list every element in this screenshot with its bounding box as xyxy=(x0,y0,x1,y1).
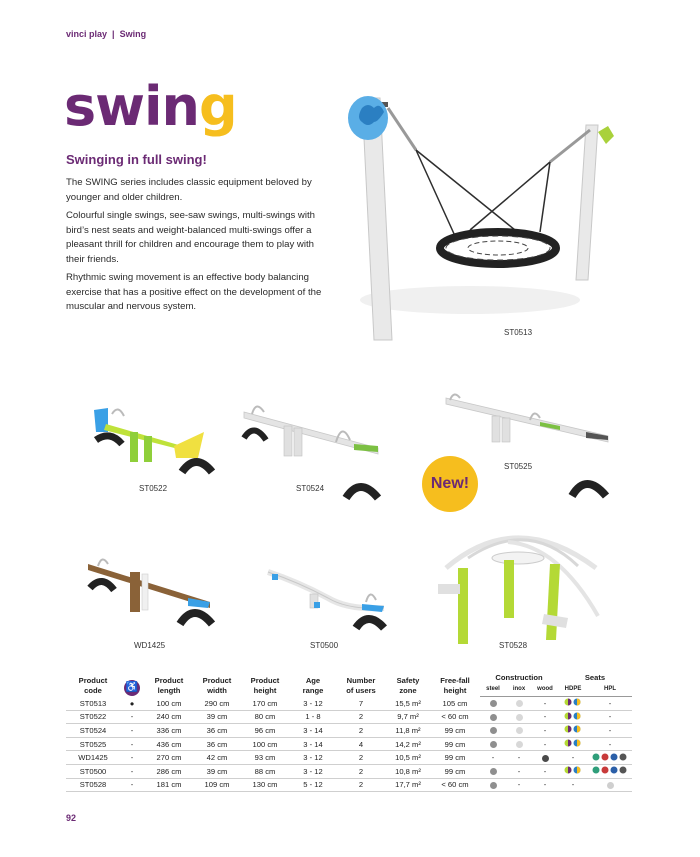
cell-steel xyxy=(480,724,506,738)
header-accessibility xyxy=(120,673,144,697)
cell-inox: - xyxy=(506,764,532,778)
cell-inox xyxy=(506,724,532,738)
cell-steel xyxy=(480,697,506,711)
hdpe-color-dots-icon xyxy=(564,712,582,720)
cell-access: - xyxy=(120,710,144,724)
cell-wood: - xyxy=(532,764,558,778)
cell-freefall: 99 cm xyxy=(430,764,480,778)
cell-users: 2 xyxy=(336,751,386,765)
cell-height: 170 cm xyxy=(240,697,290,711)
wd1425-label: WD1425 xyxy=(134,641,166,650)
cell-code: WD1425 xyxy=(66,751,120,765)
cell-access: - xyxy=(120,764,144,778)
cell-access: ● xyxy=(120,697,144,711)
steel-dot-icon xyxy=(490,727,497,734)
cell-safety: 9,7 m² xyxy=(386,710,430,724)
cell-inox xyxy=(506,710,532,724)
st0522-product-image xyxy=(86,402,216,482)
cell-height: 88 cm xyxy=(240,764,290,778)
cell-wood: - xyxy=(532,778,558,792)
cell-hdpe: - xyxy=(558,751,588,765)
header-safety-zone: Safety zone xyxy=(396,675,420,695)
cell-users: 7 xyxy=(336,697,386,711)
cell-hdpe xyxy=(558,710,588,724)
cell-hpl: - xyxy=(588,710,632,724)
cell-safety: 15,5 m² xyxy=(386,697,430,711)
inox-dot-icon xyxy=(516,727,523,734)
title-accent: g xyxy=(198,75,237,138)
cell-hpl: - xyxy=(588,724,632,738)
cell-safety: 10,8 m² xyxy=(386,764,430,778)
inox-dot-icon xyxy=(516,700,523,707)
wood-dot-icon xyxy=(542,755,549,762)
cell-steel xyxy=(480,778,506,792)
st0528-label: ST0528 xyxy=(499,641,528,650)
cell-wood xyxy=(532,751,558,765)
cell-height: 93 cm xyxy=(240,751,290,765)
cell-age: 3 - 12 xyxy=(290,751,336,765)
st0528-product-image xyxy=(438,528,618,646)
cell-width: 36 cm xyxy=(194,724,240,738)
cell-wood: - xyxy=(532,724,558,738)
cell-height: 100 cm xyxy=(240,737,290,751)
st0513-product-image xyxy=(340,80,620,345)
cell-safety: 11,8 m² xyxy=(386,724,430,738)
cell-safety: 17,7 m² xyxy=(386,778,430,792)
cell-freefall: < 60 cm xyxy=(430,710,480,724)
cell-freefall: 105 cm xyxy=(430,697,480,711)
intro-paragraph: The SWING series includes classic equipment beloved by younger and older children. xyxy=(66,177,312,203)
cell-users: 2 xyxy=(336,724,386,738)
new-badge: New! xyxy=(422,456,478,512)
hpl-color-dots-icon xyxy=(592,753,628,761)
page-title xyxy=(64,75,237,138)
table-row xyxy=(66,710,632,724)
cell-freefall: < 60 cm xyxy=(430,778,480,792)
header-freefall-height: Free-fall height xyxy=(440,675,470,695)
subheader-wood: wood xyxy=(532,684,558,697)
cell-hpl xyxy=(588,751,632,765)
cell-hdpe xyxy=(558,697,588,711)
header-width: Product width xyxy=(202,675,232,695)
header-product-code: Product code xyxy=(78,675,108,695)
hdpe-color-dots-icon xyxy=(564,766,582,774)
cell-inox xyxy=(506,737,532,751)
header-seats: Seats xyxy=(584,673,606,682)
header-age-range: Age range xyxy=(302,675,324,695)
cell-users: 2 xyxy=(336,710,386,724)
inox-dot-icon xyxy=(516,741,523,748)
cell-code: ST0524 xyxy=(66,724,120,738)
steel-dot-icon xyxy=(490,741,497,748)
st0500-product-image xyxy=(258,558,393,633)
cell-access: - xyxy=(120,724,144,738)
brand-name: vinci play xyxy=(66,29,108,39)
header-separator: | xyxy=(112,29,115,39)
cell-hpl: - xyxy=(588,737,632,751)
cell-length: 270 cm xyxy=(144,751,194,765)
cell-code: ST0513 xyxy=(66,697,120,711)
wd1425-product-image xyxy=(84,548,219,633)
cell-users: 4 xyxy=(336,737,386,751)
cell-age: 3 - 12 xyxy=(290,697,336,711)
cell-users: 2 xyxy=(336,778,386,792)
hpl-color-dots-icon xyxy=(592,766,628,774)
table-row xyxy=(66,764,632,778)
table-row xyxy=(66,751,632,765)
cell-age: 5 - 12 xyxy=(290,778,336,792)
cell-length: 100 cm xyxy=(144,697,194,711)
st0500-label: ST0500 xyxy=(310,641,339,650)
cell-inox: - xyxy=(506,778,532,792)
cell-hpl: - xyxy=(588,697,632,711)
cell-wood: - xyxy=(532,737,558,751)
cell-safety: 14,2 m² xyxy=(386,737,430,751)
cell-steel xyxy=(480,764,506,778)
header-length: Product length xyxy=(154,675,184,695)
header-height: Product height xyxy=(250,675,280,695)
specs-table xyxy=(66,673,632,792)
st0513-label: ST0513 xyxy=(504,328,533,337)
intro-text xyxy=(66,176,326,319)
inox-dot-icon xyxy=(516,714,523,721)
intro-paragraph: Rhythmic swing movement is an effective body balancing exercise that has a positive effect on the development of the muscular and nervous system. xyxy=(66,272,322,312)
cell-safety: 10,5 m² xyxy=(386,751,430,765)
section-subtitle: Swinging in full swing! xyxy=(66,152,207,167)
intro-paragraph: Colourful single swings, see-saw swings, multi-swings with bird’s nest seats and weight-balanced multi-swings offer a pleasant thrill for children and encourage them to play with their friends. xyxy=(66,210,315,265)
cell-age: 3 - 14 xyxy=(290,737,336,751)
cell-length: 181 cm xyxy=(144,778,194,792)
cell-length: 240 cm xyxy=(144,710,194,724)
cell-hdpe xyxy=(558,724,588,738)
cell-steel xyxy=(480,737,506,751)
cell-wood: - xyxy=(532,697,558,711)
table-row xyxy=(66,737,632,751)
page-number: 92 xyxy=(66,813,77,823)
cell-inox xyxy=(506,697,532,711)
hdpe-color-dots-icon xyxy=(564,698,582,706)
cell-users: 2 xyxy=(336,764,386,778)
steel-dot-icon xyxy=(490,700,497,707)
cell-width: 39 cm xyxy=(194,710,240,724)
cell-age: 3 - 14 xyxy=(290,724,336,738)
cell-steel xyxy=(480,710,506,724)
page-header xyxy=(66,29,146,39)
cell-length: 286 cm xyxy=(144,764,194,778)
wheelchair-icon: ♿ xyxy=(124,680,140,696)
subheader-hpl: HPL xyxy=(588,684,632,697)
steel-dot-icon xyxy=(490,714,497,721)
cell-width: 109 cm xyxy=(194,778,240,792)
cell-code: ST0522 xyxy=(66,710,120,724)
cell-inox: - xyxy=(506,751,532,765)
cell-access: - xyxy=(120,751,144,765)
subheader-inox: inox xyxy=(506,684,532,697)
st0525-label: ST0525 xyxy=(504,462,533,471)
cell-access: - xyxy=(120,778,144,792)
cell-height: 80 cm xyxy=(240,710,290,724)
cell-hpl xyxy=(588,778,632,792)
cell-width: 39 cm xyxy=(194,764,240,778)
st0524-label: ST0524 xyxy=(296,484,325,493)
table-row xyxy=(66,724,632,738)
title-main: swin xyxy=(64,75,199,138)
steel-dot-icon xyxy=(490,768,497,775)
cell-code: ST0525 xyxy=(66,737,120,751)
subheader-hdpe: HDPE xyxy=(558,684,588,697)
cell-access: - xyxy=(120,737,144,751)
cell-width: 36 cm xyxy=(194,737,240,751)
cell-length: 336 cm xyxy=(144,724,194,738)
cell-hpl xyxy=(588,764,632,778)
cell-wood: - xyxy=(532,710,558,724)
cell-steel: - xyxy=(480,751,506,765)
cell-length: 436 cm xyxy=(144,737,194,751)
cell-age: 1 - 8 xyxy=(290,710,336,724)
header-construction: Construction xyxy=(495,673,543,682)
cell-height: 96 cm xyxy=(240,724,290,738)
table-row xyxy=(66,778,632,792)
cell-width: 290 cm xyxy=(194,697,240,711)
cell-age: 3 - 12 xyxy=(290,764,336,778)
cell-code: ST0500 xyxy=(66,764,120,778)
steel-dot-icon xyxy=(490,782,497,789)
cell-freefall: 99 cm xyxy=(430,737,480,751)
cell-hdpe xyxy=(558,764,588,778)
cell-code: ST0528 xyxy=(66,778,120,792)
st0522-label: ST0522 xyxy=(139,484,168,493)
cell-hdpe: - xyxy=(558,778,588,792)
hdpe-color-dots-icon xyxy=(564,725,582,733)
cell-height: 130 cm xyxy=(240,778,290,792)
cell-freefall: 99 cm xyxy=(430,724,480,738)
hpl-grey-dot-icon xyxy=(607,782,614,789)
cell-freefall: 99 cm xyxy=(430,751,480,765)
hdpe-color-dots-icon xyxy=(564,739,582,747)
subheader-steel: steel xyxy=(480,684,506,697)
header-number-of-users: Number of users xyxy=(346,675,376,695)
cell-hdpe xyxy=(558,737,588,751)
cell-width: 42 cm xyxy=(194,751,240,765)
section-name: Swing xyxy=(119,29,147,39)
table-row xyxy=(66,697,632,711)
